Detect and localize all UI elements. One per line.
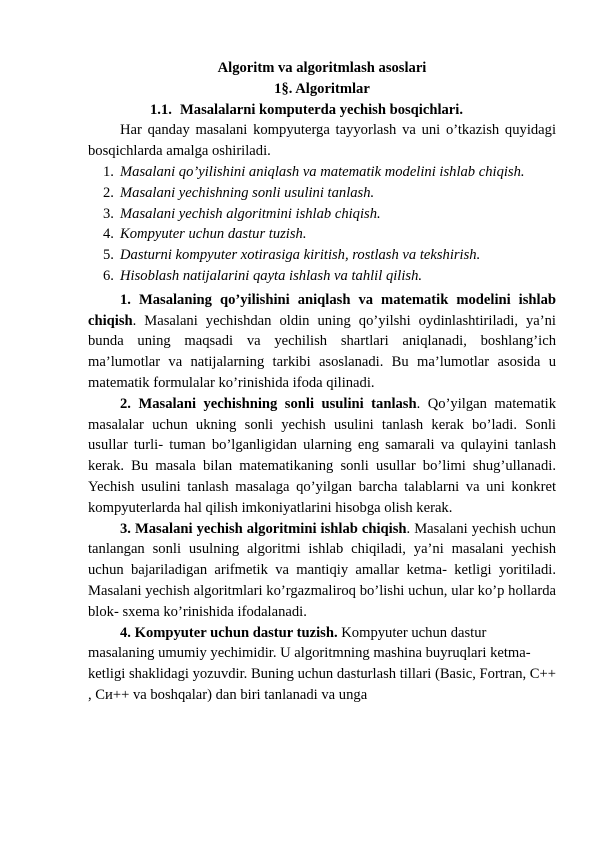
- paragraph-lead: 4. Kompyuter uchun dastur tuzish.: [120, 624, 338, 641]
- subsection-number: 1.1.: [150, 101, 172, 118]
- paragraph-step-1: [88, 290, 556, 394]
- document-title: Algoritm va algoritmlash asoslari: [217, 60, 427, 76]
- steps-list: [88, 162, 556, 287]
- list-item-text: Dasturni kompyuter xotirasiga kiritish, rostlash va tekshirish.: [120, 247, 481, 264]
- list-item-text: Masalani yechish algoritmini ishlab chiqish.: [120, 205, 381, 222]
- paragraph-lead: 2. Masalani yechishning sonli usulini tanlash: [120, 395, 417, 412]
- list-item: [103, 266, 556, 287]
- list-item: [103, 224, 556, 245]
- paragraph-lead: 3. Masalani yechish algoritmini ishlab chiqish: [120, 520, 407, 537]
- list-item-number: 5.: [103, 247, 114, 264]
- paragraph-body: Kompyuter uchun dastur masalaning umumiy yechimidir. U algoritmning mashina buyruqlari ketma- ketligi shaklidagi yozuvdir. Buning uchun dasturlash tillari (Basic, Fortran, C++ , Cи++ va boshqalar) dan biri tanlanadi va unga: [88, 624, 556, 703]
- list-item-number: 2.: [103, 184, 114, 201]
- intro-paragraph: Har qanday masalani kompyuterga tayyorlash va uni o’tkazish quyidagi bosqichlarda amalga oshiriladi.: [88, 122, 556, 160]
- list-item-number: 6.: [103, 267, 114, 284]
- paragraph-lead: 1. Masalaning qo’yilishini aniqlash va matematik modelini ishlab chiqish: [88, 291, 556, 329]
- list-item-number: 4.: [103, 226, 114, 243]
- list-item: [103, 183, 556, 204]
- list-item-number: 1.: [103, 163, 114, 180]
- list-item-number: 3.: [103, 205, 114, 222]
- list-item-text: Masalani qo’yilishini aniqlash va matematik modelini ishlab chiqish.: [120, 163, 525, 180]
- paragraph-body: . Qo’yilgan matematik masalalar uchun ukning sonli yechish usulini tanlash kerak bo’ladi. Sonli usullar turli- tuman bo’lganligidan ularning eng samarali va qulayini tanlash kerak. Bu masala bilan matematikaning sonli usullar bo’limi shug’ullanadi. Yechish usulini tanlash masalaga qo’yilgan barcha talablarni va uni konkret kompyuterlarda hal qilish imkoniyatlarini hisobga olish kerak.: [88, 395, 556, 516]
- paragraph-body: . Masalani yechish uchun tanlangan sonli usulning algoritmi ishlab chiqiladi, ya’ni masalani yechish uchun bajariladigan arifmetik va mantiqiy amallar ketma- ketligi yoritiladi. Masalani yechish algoritmlari ko’rgazmaliroq bo’lishi uchun, ular ko’p hollarda blok- sxema ko’rinishida ifodalanadi.: [88, 520, 556, 620]
- document-page: [88, 58, 556, 706]
- paragraph-body: . Masalani yechishdan oldin uning qo’yilshi oydinlashtiriladi, ya’ni bunda uning maqsadi va yechilish shartlari aniqlanadi, boshlang’ich ma’lumotlar va natijalarning tarkibi asoslanadi. Bu ma’lumotlar asosida u matematik formulalar ko’rinishida ifoda qilinadi.: [88, 312, 556, 391]
- paragraph-step-3: [88, 519, 556, 623]
- list-item-text: Masalani yechishning sonli usulini tanlash.: [120, 184, 375, 201]
- subsection-heading: [88, 100, 556, 121]
- subsection-title: Masalalarni komputerda yechish bosqichlari.: [180, 101, 463, 118]
- paragraph-step-4: [88, 623, 556, 706]
- list-item: [103, 204, 556, 225]
- list-item-text: Kompyuter uchun dastur tuzish.: [120, 226, 307, 243]
- list-item: [103, 162, 556, 183]
- list-item: [103, 245, 556, 266]
- section-heading: 1§. Algoritmlar: [274, 80, 370, 97]
- paragraph-step-2: [88, 394, 556, 519]
- list-item-text: Hisoblash natijalarini qayta ishlash va tahlil qilish.: [120, 267, 423, 284]
